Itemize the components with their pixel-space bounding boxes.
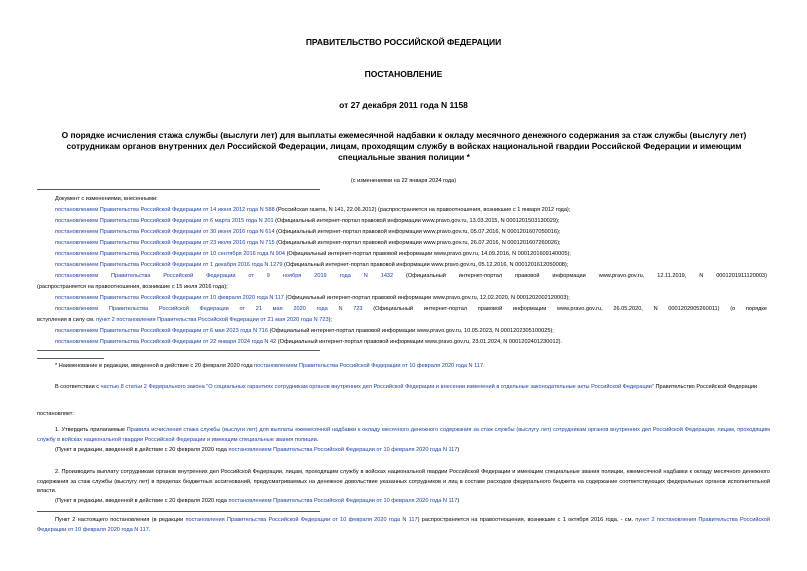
changes-list-item: постановлением Правительства Российской Федерации от 6 марта 2015 года N 201 (Официальный интернет-портал правовой информации www.pravo.gov.ru, 13.03.2015, N 0001201503130029); xyxy=(55,218,560,224)
changes-list-item: постановлением Правительства Российской Федерации от 22 января 2024 года N 42 (Официальный интернет-портал правовой информации www.pravo.gov.ru, 23.01.2024, N 0001202401230012). xyxy=(55,339,563,345)
document-date-number: от 27 декабря 2011 года N 1158 xyxy=(339,100,468,110)
separator-final xyxy=(37,511,320,512)
legal-basis-paragraph: В соответствии с частью 8 статьи 2 Федерального закона "О социальных гарантиях сотрудникам органов внутренних дел Российской Федерации и внесении изменений в отдельные законодательные акты Российской Федерации" Правительство Российской Федерации xyxy=(55,384,758,390)
amendment-link[interactable]: постановлением Правительства Российской Федерации от 1 декабря 2016 года N 1279 xyxy=(55,262,283,268)
changes-intro: Документ с изменениями, внесенными: xyxy=(55,196,158,202)
amendment-link[interactable]: постановлением Правительства Российской Федерации от 22 января 2024 года N 42 xyxy=(55,339,277,345)
changes-list-item-continued: вступления в силу см. пункт 2 постановления Правительства Российской Федерации от 21 мая 2020 года N 723); xyxy=(37,317,332,323)
amendment-link[interactable]: постановлением Правительства Российской Федерации от 14 июня 2012 года N 588 xyxy=(55,207,275,213)
point-1-edition-note: (Пункт в редакции, введенной в действие с 20 февраля 2020 года постановлением Правительства Российской Федерации от 10 февраля 2020 года N 117) xyxy=(55,447,460,453)
edition-link[interactable]: постановления Правительства Российской Федерации от 10 февраля 2020 года N 117 xyxy=(185,517,418,523)
changes-list-item: постановлением Правительства Российской Федерации от 10 февраля 2020 года N 117 (Официальный интернет-портал правовой информации www.pravo.gov.ru, 12.02.2020, N 0001202002120003); xyxy=(55,295,570,301)
footnote-separator xyxy=(37,358,104,359)
edition-link[interactable]: постановлением Правительства Российской Федерации от 10 февраля 2020 года N 117 xyxy=(228,498,458,504)
changes-list-item: постановлением Правительства Российской Федерации от 30 июня 2016 года N 614 (Официальный интернет-портал правовой информации www.pravo.gov.ru, 05.07.2016, N 0001201607050016); xyxy=(55,229,561,235)
changes-list-item: постановлением Правительства Российской Федерации от 1 декабря 2016 года N 1279 (Официальный интернет-портал правовой информации www.pravo.gov.ru, 05.12.2016, N 0001201612050008); xyxy=(55,262,569,268)
point-1: 1. Утвердить прилагаемые Правила исчисления стажа службы (выслуги лет) для выплаты ежемесячной надбавки к окладу месячного денежного содержания за стаж службы (выслугу лет) сотрудникам органов внутренних дел Российской Федерации, лицам, проходящим службу в войсках национальной гвардии Российской Федерации и имеющим специальные звания полиции. xyxy=(37,427,770,443)
changes-list-item: постановлением Правительства Российской Федерации от 6 мая 2023 года N 716 (Официальный интернет-портал правовой информации www.pravo.gov.ru, 10.05.2023, N 0001202305100025); xyxy=(55,328,554,334)
edition-link[interactable]: постановлением Правительства Российской Федерации от 10 февраля 2020 года N 117 xyxy=(228,447,458,453)
application-note: Пункт 2 настоящего постановления (в редакции постановления Правительства Российской Федерации от 10 февраля 2020 года N 117) распространяется на правоотношения, возникшие с 1 октября 2016 года, - см. пункт 2 постановления Правительства Российской Федерации от 10 февраля 2020 года N 117. xyxy=(37,517,770,533)
rules-link[interactable]: Правила исчисления стажа службы (выслуги лет) для выплаты ежемесячной надбавки к окладу месячного денежного содержания за стаж службы (выслугу лет) сотрудникам органов внутренних дел Российской Федерации, лицам, проходящим службу в войсках национальной гвардии Российской Федерации и имеющим специальные звания полиции xyxy=(37,427,770,443)
amendment-link[interactable]: постановлением Правительства Российской Федерации от 10 сентября 2016 года N 904 xyxy=(55,251,286,257)
amendment-link[interactable]: постановлением Правительства Российской Федерации от 21 мая 2020 года N 723 xyxy=(55,306,363,312)
amendment-link[interactable]: постановлением Правительства Российской Федерации от 9 ноября 2019 года N 1432 xyxy=(55,273,394,279)
point-2-edition-note: (Пункт в редакции, введенной в действие с 20 февраля 2020 года постановлением Правительства Российской Федерации от 10 февраля 2020 года N 117) xyxy=(55,498,460,504)
point-2: 2. Производить выплату сотрудникам органов внутренних дел Российской Федерации, лицам, проходящим службу в войсках национальной гвардии Российской Федерации и имеющим специальные звания полиции, ежемесячной надбавки к окладу месячного денежного содержания за стаж службы (выслугу лет) в пределах бюджетных ассигнований, предусматриваемых на денежное довольствие указанных сотрудников и лиц в составе расходов федерального бюджета на содержание соответствующих федеральных органов исполнительной власти. xyxy=(37,469,770,494)
federal-law-link[interactable]: частью 8 статьи 2 Федерального закона "О социальных гарантиях сотрудникам органов внутренних дел Российской Федерации и внесении изменений в отдельные законодательные акты Российской Федерации" xyxy=(100,384,654,390)
decrees-word: постановляет: xyxy=(37,411,74,417)
changes-list-item: постановлением Правительства Российской Федерации от 23 июля 2016 года N 715 (Официальный интернет-портал правовой информации www.pravo.gov.ru, 26.07.2016, N 0001201607260026); xyxy=(55,240,561,246)
amendment-link[interactable]: постановлением Правительства Российской Федерации от 30 июня 2016 года N 614 xyxy=(55,229,275,235)
amendment-link[interactable]: пункт 2 постановления Правительства Российской Федерации от 21 мая 2020 года N 723 xyxy=(96,317,329,323)
document-title: О порядке исчисления стажа службы (выслуги лет) для выплаты ежемесячной надбавки к окладу месячного денежного содержания за стаж службы (выслугу лет) сотрудникам органов внутренних дел Российской Федерации, лицам, проходящим службу в войсках национальной гвардии Российской Федерации и имеющим специальные звания полиции * xyxy=(61,130,747,162)
separator-top xyxy=(37,189,320,190)
changes-list-item: постановлением Правительства Российской Федерации от 10 сентября 2016 года N 904 (Официальный интернет-портал правовой информации www.pravo.gov.ru, 14.09.2016, N 0001201609140005); xyxy=(55,251,571,257)
amendments-note: (с изменениями на 22 января 2024 года) xyxy=(350,178,457,184)
footnote: * Наименование в редакции, введенной в действие с 20 февраля 2020 года постановлением Правительства Российской Федерации от 10 февраля 2020 года N 117. xyxy=(55,363,485,369)
document-type: ПОСТАНОВЛЕНИЕ xyxy=(364,69,443,79)
amendment-link[interactable]: постановлением Правительства Российской Федерации от 23 июля 2016 года N 715 xyxy=(55,240,275,246)
amendment-link[interactable]: постановлением Правительства Российской Федерации от 6 марта 2015 года N 201 xyxy=(55,218,274,224)
amendment-link[interactable]: постановлением Правительства Российской Федерации от 6 мая 2023 года N 716 xyxy=(55,328,269,334)
amendment-link[interactable]: постановлением Правительства Российской Федерации от 10 февраля 2020 года N 117 xyxy=(55,295,284,301)
footnote-link[interactable]: постановлением Правительства Российской Федерации от 10 февраля 2020 года N 117 xyxy=(254,363,484,369)
changes-list-item: постановлением Правительства Российской Федерации от 21 мая 2020 года N 723 (Официальный интернет-портал правовой информации www.pravo.gov.ru, 26.05.2020, N 0001202005260011) (о порядке xyxy=(55,306,767,312)
point-2-reference-link[interactable]: пункт 2 постановления Правительства Российской Федерации от 10 февраля 2020 года N 117 xyxy=(37,517,770,533)
separator-bottom xyxy=(37,350,320,351)
government-heading: ПРАВИТЕЛЬСТВО РОССИЙСКОЙ ФЕДЕРАЦИИ xyxy=(305,37,502,47)
changes-list-item-continued: (распространяется на правоотношения, возникшие с 15 июля 2016 года); xyxy=(37,284,228,290)
changes-list-item: постановлением Правительства Российской Федерации от 9 ноября 2019 года N 1432 (Официальный интернет-портал правовой информации www.pravo.gov.ru, 12.11.2019, N 0001201911120003) xyxy=(55,273,767,279)
changes-list-item: постановлением Правительства Российской Федерации от 14 июня 2012 года N 588 (Российская газета, N 141, 22.06.2012) (распространяется на правоотношения, возникшие с 1 января 2012 года); xyxy=(55,207,571,213)
